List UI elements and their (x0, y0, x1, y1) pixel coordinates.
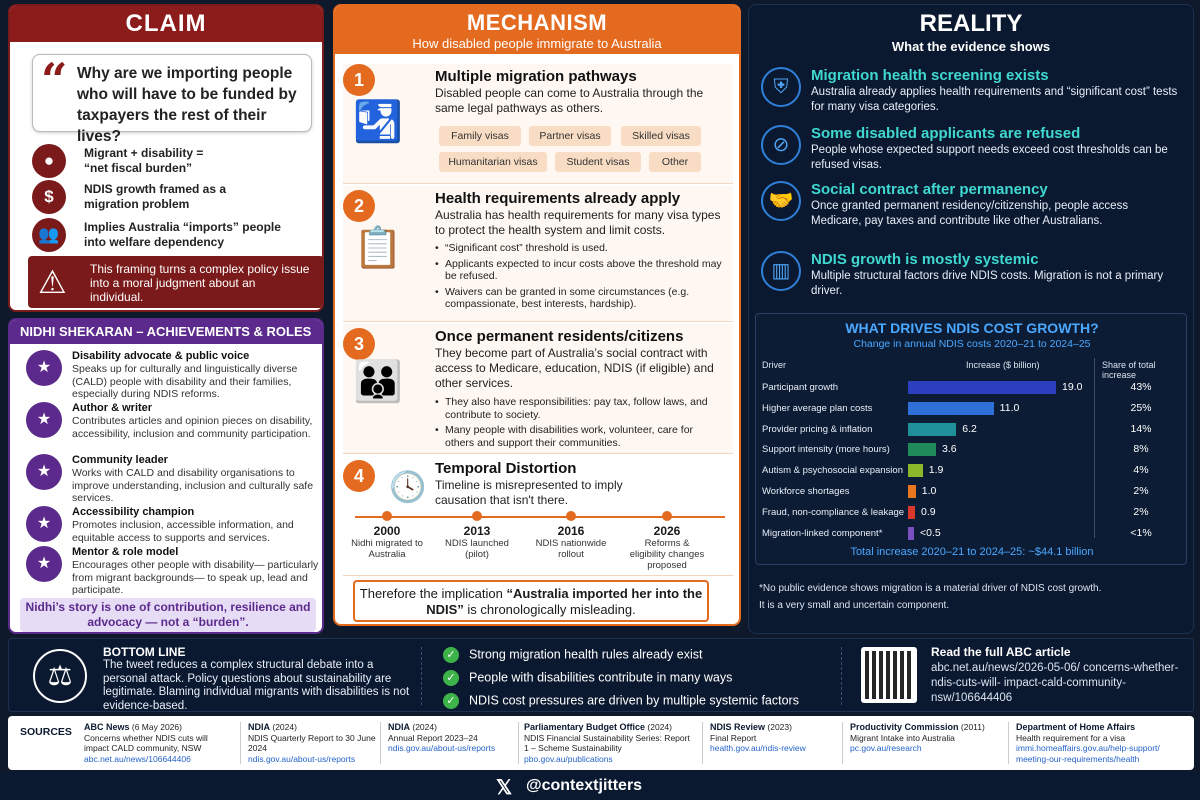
step-desc: Timeline is misrepresented to imply causation that isn't there. (435, 478, 623, 507)
chart-row (756, 461, 1188, 481)
divider (518, 722, 519, 764)
bar-chart-icon: ▥ (761, 251, 801, 291)
chart-value-label: 11.0 (999, 401, 1020, 414)
timeline-label: NDIS launched (pilot) (445, 538, 509, 560)
chip-skilled-visas: Skilled visas (621, 126, 701, 146)
source-link[interactable]: pbo.gov.au/publications (524, 753, 613, 764)
shield-icon: ⛨ (761, 67, 801, 107)
nidhi-footer: Nidhi’s story is one of contribution, resilience and advocacy — not a “burden”. (20, 598, 316, 632)
step-title: Health requirements already apply (435, 190, 681, 207)
passport-icon: 🛂 (353, 100, 403, 144)
claim-item (32, 218, 322, 258)
chart-value-label: <0.5 (920, 526, 941, 539)
chart-share-label: 8% (1133, 443, 1149, 456)
person-star-icon: ★ (26, 546, 62, 582)
read-article-title: Read the full ABC article (931, 645, 1071, 659)
chart-share-label: 4% (1133, 464, 1149, 477)
chart-share-label: 2% (1133, 485, 1149, 497)
chip-humanitarian-visas: Humanitarian visas (439, 152, 547, 172)
chip-other: Other (649, 152, 701, 172)
article-link[interactable]: abc.net.au/news/2026-05-06/ concerns-whether-ndis-cuts-will- impact-cald-community-nsw/106644406 (931, 662, 1179, 704)
sources-panel (8, 716, 1194, 770)
chart-note: *No public evidence shows migration is a material driver of NDIS cost growth. (759, 583, 1102, 594)
timeline-dot (662, 511, 672, 521)
chart-value-label: 19.0 (1062, 381, 1083, 393)
step-3 (343, 324, 733, 454)
step-desc: Australia has health requirements for many visa types to protect the health system and limit costs. (435, 208, 721, 237)
cancel-icon: ⊘ (761, 125, 801, 165)
source-item (850, 722, 1010, 754)
claim-warning (28, 256, 324, 308)
chart-share-label: 14% (1130, 422, 1152, 435)
nidhi-item-desc: Speaks up for culturally and linguistically diverse (CALD) people with disability and their families, especially during NDIS reforms. (72, 363, 298, 400)
chart-bar (908, 506, 915, 519)
source-link[interactable]: health.gov.au/ndis-review (710, 743, 806, 753)
bullet: • Many people with disabilities work, volunteer, care for others and support their communities. (435, 424, 725, 449)
step-number: 1 (343, 64, 375, 96)
mechanism-subtitle: How disabled people immigrate to Australia (412, 36, 662, 51)
nidhi-item-desc: Promotes inclusion, accessible information, and equitable access to supports and services. (72, 519, 294, 544)
source-date: (6 May 2026) (129, 722, 182, 732)
chart-share-label: 2% (1133, 505, 1149, 518)
claim-item (32, 180, 322, 220)
quote-mark-icon: “ (41, 53, 68, 107)
timeline-point (627, 511, 707, 571)
claim-title: CLAIM (10, 6, 322, 42)
conclusion-post: is chronologically misleading. (463, 602, 636, 617)
reality-item-title: Some disabled applicants are refused (811, 125, 1081, 142)
source-desc: Migrant Intake into Australia (850, 732, 955, 743)
divider (240, 722, 241, 764)
timeline-dot (566, 511, 576, 521)
chart-note: It is a very small and uncertain component. (759, 600, 950, 611)
mechanism-header (335, 6, 739, 54)
source-desc: Annual Report 2023–24 (388, 732, 478, 743)
source-name: Parliamentary Budget Office (524, 722, 646, 732)
timeline-point (531, 511, 611, 560)
check-text: NDIS cost pressures are driven by multiple systemic factors (469, 693, 799, 708)
chart-total: Total increase 2020–21 to 2024–25: ~$44.1 billion (850, 546, 1094, 558)
source-item (524, 722, 694, 764)
reality-item-title: Migration health screening exists (811, 67, 1049, 84)
chart-bar (908, 464, 923, 477)
footer (0, 772, 1200, 800)
bullet: • Applicants expected to incur costs above the threshold may be refused. (435, 258, 725, 283)
chart-share-label: 43% (1130, 381, 1152, 393)
claim-item-text: NDIS growth framed as a migration problem (84, 182, 227, 211)
quote-text: Why are we importing people who will have to be funded by taxpayers the rest of their lives? (77, 65, 297, 145)
source-name: Department of Home Affairs (1016, 722, 1136, 732)
source-desc: NDIS Financial Sustainability Series: Report 1 – Scheme Sustainability (524, 732, 690, 753)
nidhi-item-desc: Encourages other people with disability— particularly from migrant backgrounds— to speak up, lead and participate. (72, 559, 319, 596)
reality-title: REALITY (919, 10, 1023, 37)
qr-code-icon[interactable] (861, 647, 917, 703)
timeline-label: Reforms & eligibility changes proposed (629, 538, 705, 571)
step-1 (343, 64, 733, 184)
source-item (248, 722, 378, 764)
author-handle[interactable]: @contextjitters (526, 777, 643, 794)
nidhi-item-title: Accessibility champion (72, 506, 195, 518)
chart-value-label: 6.2 (962, 422, 977, 435)
divider (380, 722, 381, 764)
chart-bar (908, 402, 994, 415)
person-star-icon: ★ (26, 454, 62, 490)
chart-bar (908, 527, 914, 540)
chart-subtitle: Change in annual NDIS costs 2020–21 to 2024–25 (853, 338, 1091, 350)
chart-col-share: Share of total increase (1102, 360, 1156, 380)
check-icon: ✓ (443, 693, 459, 709)
nidhi-item-title: Disability advocate & public voice (72, 350, 250, 362)
source-name: NDIA (248, 722, 270, 732)
chart-value-label: 1.0 (921, 485, 937, 497)
chart-category-label: Support intensity (more hours) (762, 444, 890, 456)
chart-row (756, 399, 1188, 419)
chip-student-visas: Student visas (555, 152, 641, 172)
chart-category-label: Migration-linked component* (762, 527, 883, 539)
source-date: (2024) (410, 722, 437, 732)
step-bullets (435, 396, 725, 452)
step-number: 4 (343, 460, 375, 492)
chart-share-label: <1% (1130, 526, 1152, 539)
chart-value-label: 3.6 (942, 443, 957, 456)
conclusion-bold: “Australia imported her into the NDIS” (426, 586, 703, 617)
source-desc: Final Report (710, 732, 757, 743)
source-date: (2011) (958, 722, 985, 732)
source-item (84, 722, 234, 764)
person-star-icon: ★ (26, 506, 62, 542)
sources-label: SOURCES (20, 726, 72, 738)
check-icon: ✓ (443, 670, 459, 686)
timeline-year: 2016 (557, 524, 585, 538)
chart-category-label: Workforce shortages (762, 486, 850, 497)
timeline-label: NDIS nationwide rollout (535, 538, 607, 560)
person-star-icon: ★ (26, 402, 62, 438)
step-2 (343, 186, 733, 322)
chart-row (756, 482, 1188, 502)
timeline-year: 2026 (653, 524, 681, 538)
nidhi-item-title: Community leader (72, 454, 168, 466)
source-link[interactable]: ndis.gov.au/about-us/reports (248, 753, 356, 764)
group-icon: 👥 (32, 218, 66, 252)
reality-item-desc: People whose expected support needs exceed cost thresholds can be refused visas. (811, 144, 1168, 171)
reality-subtitle: What the evidence shows (891, 39, 1051, 54)
chart-col-driver: Driver (762, 360, 786, 370)
nidhi-item-title: Author & writer (72, 402, 153, 414)
timeline-point (347, 511, 427, 560)
chart-row (756, 503, 1188, 523)
handshake-icon: 🤝 (761, 181, 801, 221)
check-text: Strong migration health rules already exist (469, 647, 703, 662)
check-icon: ✓ (443, 647, 459, 663)
checklist-icon: 📋 (353, 226, 403, 270)
divider (421, 647, 422, 705)
source-name: NDIS Review (710, 722, 766, 732)
chip-family-visas: Family visas (439, 126, 521, 146)
nidhi-item-title: Mentor & role model (72, 546, 179, 558)
chart-value-label: 1.9 (928, 464, 944, 477)
chart-title: WHAT DRIVES NDIS COST GROWTH? (845, 320, 1099, 336)
step-number: 3 (343, 328, 375, 360)
nidhi-title: NIDHI SHEKARAN – ACHIEVEMENTS & ROLES (10, 320, 322, 344)
chart-category-label: Higher average plan costs (762, 402, 873, 414)
chart-row (756, 378, 1188, 398)
source-link[interactable]: abc.net.au/news/106644406 (84, 753, 191, 764)
step-number: 2 (343, 190, 375, 222)
person-icon: ● (32, 144, 66, 178)
chip-partner-visas: Partner visas (529, 126, 611, 146)
source-name: ABC News (84, 722, 130, 732)
check-item (443, 647, 702, 663)
timeline-point (437, 511, 517, 560)
claim-item (32, 144, 322, 184)
source-name: NDIA (388, 722, 410, 732)
family-icon: 👪 (353, 360, 403, 404)
source-date: (2024) (645, 722, 672, 732)
chart-category-label: Autism & psychosocial expansion (762, 465, 903, 477)
source-link[interactable]: immi.homeaffairs.gov.au/help-support/ meeting-our-requirements/health (1016, 743, 1160, 764)
mechanism-panel (333, 4, 741, 626)
divider (1008, 722, 1009, 764)
reality-item-title: Social contract after permanency (811, 181, 1048, 198)
chart-category-label: Provider pricing & inflation (762, 423, 873, 435)
reality-header (749, 5, 1193, 54)
step-title: Multiple migration pathways (435, 68, 637, 85)
warning-text: This framing turns a complex policy issue into a moral judgment about an individual. (90, 262, 310, 304)
timeline-year: 2013 (463, 524, 491, 538)
conclusion-pre: Therefore the implication (359, 586, 507, 601)
bullet: • Waivers can be granted in some circumstances (e.g. compassionate, best interests, hardship). (435, 286, 725, 311)
step-bullets (435, 242, 725, 314)
dollar-icon: $ (32, 180, 66, 214)
x-logo-icon: 𝕏 (496, 777, 513, 799)
reality-item-desc: Australia already applies health requirements and “significant cost” tests for many visa categories. (811, 86, 1178, 113)
chart-category-label: Fraud, non-compliance & leakage (762, 506, 905, 518)
source-desc: Concerns whether NDIS cuts will impact CALD community, NSW (84, 732, 208, 753)
step-title: Once permanent residents/citizens (435, 328, 684, 345)
source-item (1016, 722, 1188, 764)
warning-icon: ⚠ (38, 264, 67, 300)
reality-item-title: NDIS growth is mostly systemic (811, 251, 1039, 268)
step-desc: They become part of Australia’s social contract with access to Medicare, education, NDIS (if eligible) and other services. (435, 346, 714, 390)
source-item (388, 722, 516, 754)
source-date: (2024) (270, 722, 297, 732)
check-text: People with disabilities contribute in many ways (469, 670, 733, 685)
reality-panel (748, 4, 1194, 634)
nidhi-item-desc: Works with CALD and disability organisations to improve understanding, inclusion and culturally safe services. (72, 467, 314, 504)
source-name: Productivity Commission (850, 722, 959, 732)
chart-row (756, 440, 1188, 460)
source-item (710, 722, 838, 754)
reality-item-desc: Multiple structural factors drive NDIS costs. Migration is not a primary driver. (811, 270, 1164, 297)
bottom-line-title: BOTTOM LINE (103, 645, 186, 659)
source-link[interactable]: pc.gov.au/research (850, 743, 922, 753)
source-date: (2023) (765, 722, 792, 732)
bottom-line-text: The tweet reduces a complex structural debate into a personal attack. Policy questions about sustainability are legitimate. Blaming individual migrants with disabilities is not evidence-based. (103, 659, 410, 712)
person-star-icon: ★ (26, 350, 62, 386)
divider (702, 722, 703, 764)
divider (841, 647, 842, 705)
source-desc: Health requirement for a visa (1016, 732, 1126, 743)
clock-icon: 🕓 (389, 471, 427, 504)
nidhi-item-desc: Contributes articles and opinion pieces on disability, accessibility, inclusion and community participation. (72, 415, 313, 440)
chart-row (756, 524, 1188, 544)
step-title: Temporal Distortion (435, 460, 577, 477)
cost-growth-chart (755, 313, 1187, 565)
claim-item-text: Migrant + disability = “net fiscal burden” (84, 146, 204, 175)
chart-col-increase: Increase ($ billion) (966, 360, 1040, 370)
chart-bar (908, 485, 916, 498)
bullet: • “Significant cost” threshold is used. (435, 242, 725, 255)
chart-category-label: Participant growth (762, 382, 839, 393)
reality-item-desc: Once granted permanent residency/citizenship, people access Medicare, pay taxes and contribute like other Australians. (811, 200, 1129, 227)
chart-share-label: 25% (1130, 401, 1152, 414)
bullet: • They also have responsibilities: pay tax, follow laws, and contribute to society. (435, 396, 725, 421)
nidhi-panel (8, 318, 324, 634)
chart-bar (908, 423, 956, 436)
check-item (443, 693, 799, 709)
timeline-dot (472, 511, 482, 521)
timeline-label: Nidhi migrated to Australia (351, 538, 423, 560)
timeline-dot (382, 511, 392, 521)
chart-bar (908, 381, 1056, 394)
chart-bar (908, 443, 936, 456)
divider (842, 722, 843, 764)
source-desc: NDIS Quarterly Report to 30 June 2024 (248, 732, 376, 753)
source-link[interactable]: ndis.gov.au/about-us/reports (388, 743, 496, 753)
claim-quote (32, 53, 312, 145)
claim-panel (8, 4, 324, 312)
timeline-year: 2000 (373, 524, 401, 538)
step-desc: Disabled people can come to Australia through the same legal pathways as others. (435, 86, 704, 115)
claim-item-text: Implies Australia “imports” people into welfare dependency (84, 220, 281, 249)
mechanism-conclusion (353, 580, 709, 622)
mechanism-title: MECHANISM (466, 10, 608, 35)
chart-row (756, 420, 1188, 440)
bottom-line-panel (8, 638, 1194, 712)
scales-icon: ⚖ (33, 649, 87, 703)
check-item (443, 670, 732, 686)
chart-value-label: 0.9 (921, 505, 936, 518)
